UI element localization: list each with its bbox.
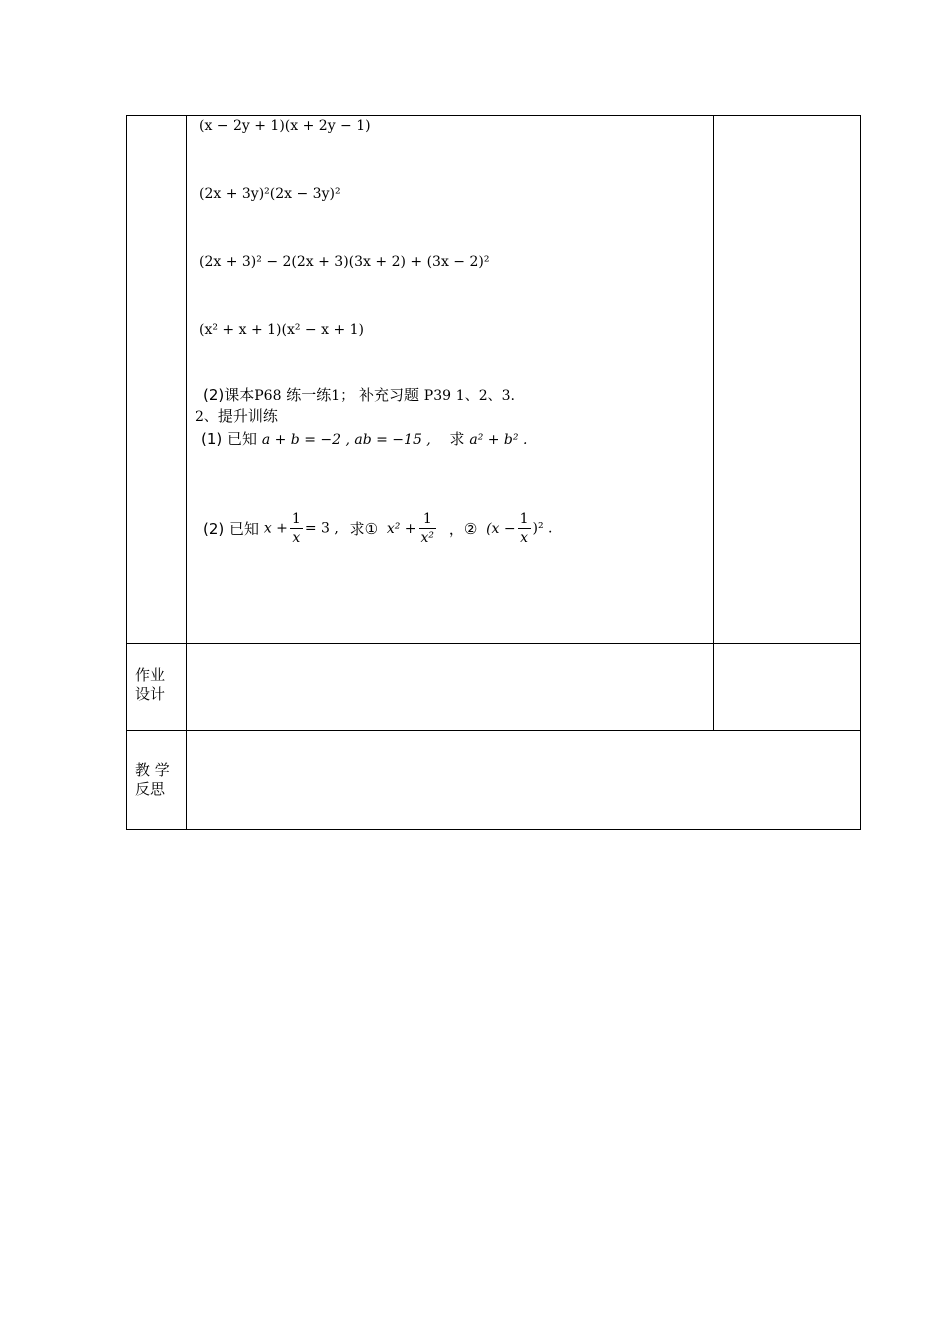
target-2-right: )² . (532, 520, 553, 537)
target-2-fraction: $\frac{1}{x}$ (519, 511, 529, 546)
problem-2-fraction: $\frac{1}{x}$ (291, 511, 301, 546)
exercise-number: 1； (331, 388, 355, 404)
content-row (127, 116, 861, 644)
supplementary-label: 补充习题 (358, 386, 419, 404)
lesson-plan-table (126, 115, 861, 830)
expression-2: (2x + 3y)²(2x − 3y)² (199, 186, 341, 202)
homework-right-cell (714, 644, 861, 731)
supplementary-page: P39 (423, 388, 452, 404)
problem-2-cond-left: x + (263, 520, 288, 537)
target-1-left: x² + (386, 520, 417, 537)
problem-1-condition: a + b = −2 , ab = −15 , (261, 432, 431, 448)
expression-4: (x² + x + 1)(x² − x + 1) (199, 322, 364, 338)
section-2-heading (195, 405, 278, 426)
reflection-row (127, 731, 861, 830)
content-left-cell (127, 116, 187, 644)
exercise-label: 练一练 (286, 386, 332, 404)
reflection-main-cell (187, 731, 861, 830)
problem-2-prefix: (2) 已知 (203, 520, 260, 538)
textbook-page: P68 (254, 388, 282, 404)
problem-2 (203, 510, 553, 547)
problem-1-ask: 求 (449, 430, 465, 448)
problem-2-cond-right: = 3 , (304, 520, 339, 537)
problem-2-separator: ，② (448, 520, 478, 538)
section-title: 提升训练 (217, 407, 278, 425)
reflection-label-cell (127, 731, 187, 830)
content-right-cell (714, 116, 861, 644)
homework-row (127, 644, 861, 731)
content-main-cell (187, 116, 714, 644)
target-1-fraction: $\frac{1}{\text{x²}}$ (420, 511, 435, 546)
expression-3: (2x + 3)² − 2(2x + 3)(3x + 2) + (3x − 2)² (199, 254, 490, 270)
homework-main-cell (187, 644, 714, 731)
reflection-label: 教 学 反思 (135, 761, 170, 798)
problem-1-prefix: (1) 已知 (201, 430, 258, 448)
exercise-line (203, 384, 515, 405)
expression-1: (x − 2y + 1)(x + 2y − 1) (199, 118, 371, 134)
homework-label-cell (127, 644, 187, 731)
supplementary-numbers: 1、2、3. (455, 388, 515, 404)
problem-1-target: a² + b² . (469, 432, 528, 448)
problem-1 (201, 428, 527, 449)
homework-label: 作业 设计 (135, 666, 166, 703)
problem-2-ask: 求① (349, 520, 379, 538)
exercise-prefix: (2)课本 (203, 386, 255, 404)
section-number: 2、 (195, 409, 218, 425)
target-2-left: (x − (486, 520, 516, 537)
